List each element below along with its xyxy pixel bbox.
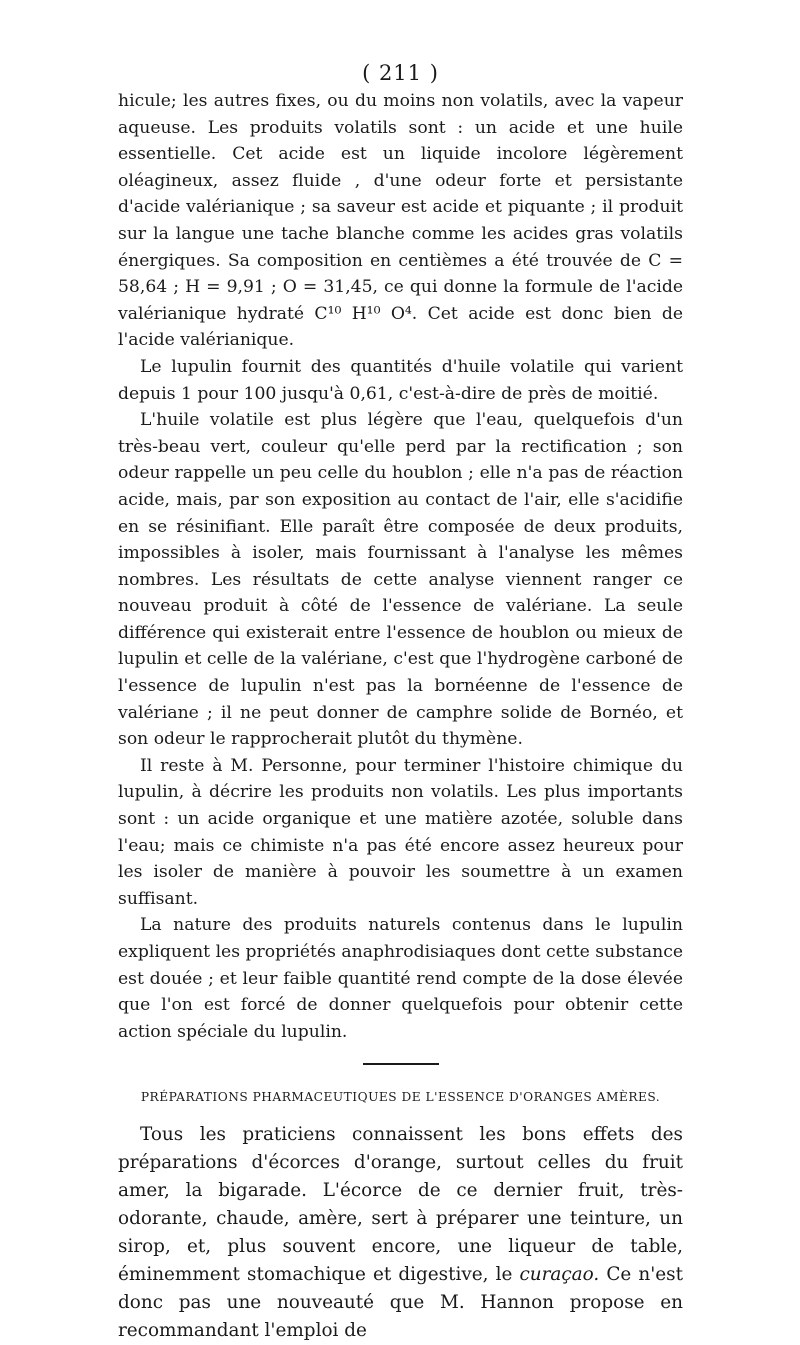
paragraph-anaphrodisiac-properties: La nature des produits naturels contenus dans le lupulin expliquent les propriétés anaphrodisiaques dont cette substance est douée ; et leur faible quantité rend compte de la dose élevée que l'on est forcé de donner quelquefois pour obtenir cette action spéciale du lupulin. [118,915,683,1042]
paragraph-orange-preparations [118,1121,683,1345]
section-heading: PRÉPARATIONS PHARMACEUTIQUES DE L'ESSENCE D'ORANGES AMÈRES. [140,1090,661,1105]
paragraph-volatile-oil-properties: L'huile volatile est plus légère que l'eau, quelquefois d'un très-beau vert, couleur qu'elle perd par la rectification ; son odeur rappelle un peu celle du houblon ; elle n'a pas de réaction acide, mais, par son exposition au contact de l'air, elle s'acidifie en se résinifiant. Elle paraît être composée de deux produits, impossibles à isoler, mais fournissant à l'analyse les mêmes nombres. Les résultats de cette analyse viennent ranger ce nouveau produit à côté de l'essence de valériane. La seule différence qui existerait entre l'essence de houblon ou mieux de lupulin et celle de la valériane, c'est que l'hydrogène carboné de l'essence de lupulin n'est pas la bornéenne de l'essence de valériane ; il ne peut donner de camphre solide de Bornéo, et son odeur le rapprocherait plutôt du thymène. [118,410,683,750]
paragraph-non-volatile-products: Il reste à M. Personne, pour terminer l'histoire chimique du lupulin, à décrire les produits non volatils. Les plus importants sont : un acide organique et une matière azotée, soluble dans l'eau; mais ce chimiste n'a pas été encore assez heureux pour les isoler de manière à pouvoir les soumettre à un examen suffisant. [118,755,683,909]
paragraph-orange-text-after: Ce n'est donc pas une nouveauté que M. Hannon propose en recommandant l'emploi de [118,1264,683,1342]
lupulin-text-block [118,88,683,1045]
page-number: ( 211 ) [362,61,439,85]
book-page [118,62,683,1345]
section-divider [363,1063,439,1065]
paragraph-acid-composition: hicule; les autres fixes, ou du moins non volatils, avec la vapeur aqueuse. Les produits volatils sont : un acide et une huile essentielle. Cet acide est un liquide incolore légèrement oléagineux, assez fluide , d'une odeur forte et persistante d'acide valérianique ; sa saveur est acide et piquante ; il produit sur la langue une tache blanche comme les acides gras volatils énergiques. Sa composition en centièmes a été trouvée de C = 58,64 ; H = 9,91 ; O = 31,45, ce qui donne la formule de l'acide valérianique hydraté C¹⁰ H¹⁰ O⁴. Cet acide est donc bien de l'acide valérianique. [118,91,683,351]
paragraph-volatile-oil-quantity: Le lupulin fournit des quantités d'huile volatile qui varient depuis 1 pour 100 jusqu'à 0,61, c'est-à-dire de près de moitié. [118,356,683,404]
paragraph-orange-text-before: Tous les praticiens connaissent les bons effets des préparations d'écorces d'orange, surtout celles du fruit amer, la bigarade. L'écorce de ce dernier fruit, très-odorante, chaude, amère, sert à préparer une teinture, un sirop, et, plus souvent encore, une liqueur de table, éminemment stomachique et digestive, le [118,1124,683,1286]
curacao-emphasis: curaçao. [519,1264,600,1286]
orange-text-block [118,1121,683,1345]
